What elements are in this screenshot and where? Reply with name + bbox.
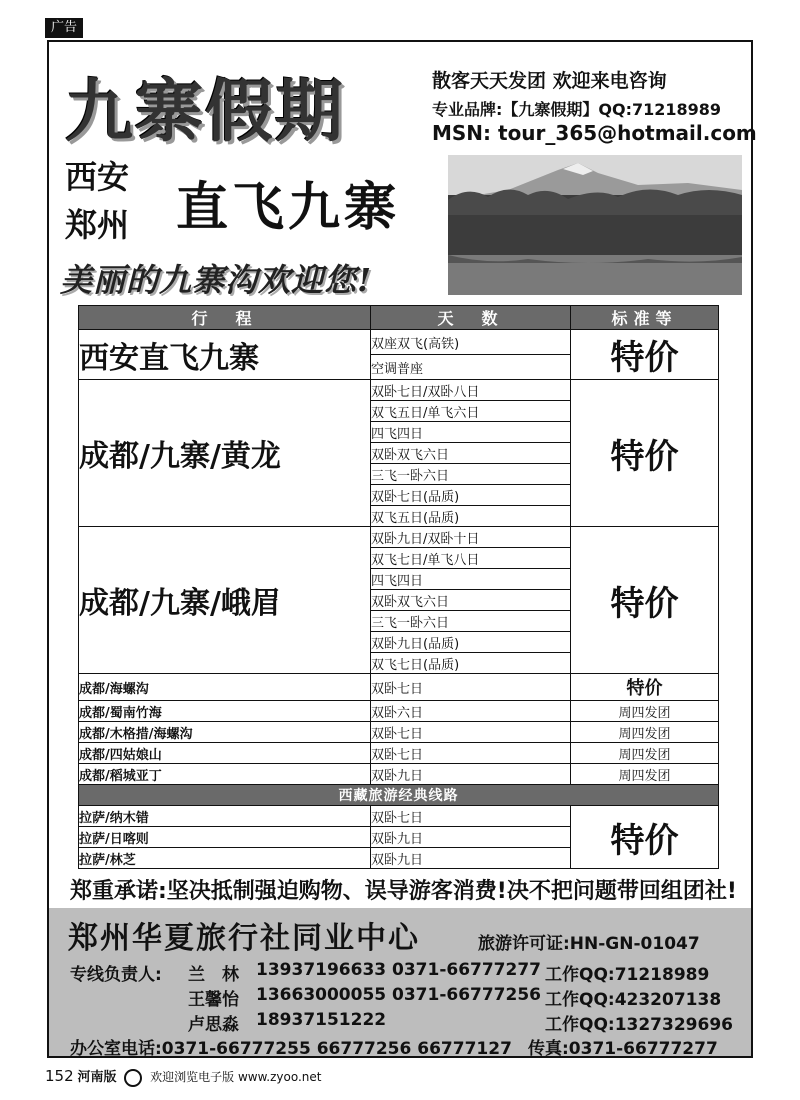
- price-special: 特价: [571, 674, 719, 701]
- price-special: 特价: [571, 380, 719, 527]
- price-special: 特价: [571, 527, 719, 674]
- edition-label: 河南版: [77, 1070, 117, 1085]
- route-name: 成都/九寨/峨眉: [79, 527, 371, 674]
- route-days: 双卧九日: [371, 764, 571, 785]
- col-days-header: 天 数: [371, 306, 571, 330]
- promise-statement: 郑重承诺:坚决抵制强迫购物、误导游客消费!决不把问题带回组团社!: [70, 879, 737, 904]
- price-special: 特价: [571, 330, 719, 380]
- route-name: 成都/稻城亚丁: [79, 764, 371, 785]
- departure-info: 周四发团: [571, 743, 719, 764]
- route-days: 三飞一卧六日: [371, 464, 571, 485]
- route-days: 双卧七日: [371, 743, 571, 764]
- routes-table: [78, 305, 719, 869]
- route-days: 双卧七日: [371, 674, 571, 701]
- route-days: 双飞七日(品质): [371, 653, 571, 674]
- route-name: 成都/木格措/海螺沟: [79, 722, 371, 743]
- table-row: [79, 380, 719, 401]
- magazine-logo-icon: [124, 1069, 142, 1087]
- table-row: [79, 674, 719, 701]
- page-footer: [45, 1066, 322, 1087]
- contact-mobile: 18937151222: [256, 1010, 387, 1030]
- msn-contact: MSN: tour_365@hotmail.com: [432, 121, 757, 145]
- route-name: 成都/九寨/黄龙: [79, 380, 371, 527]
- contact-phone: 0371-66777277: [392, 960, 541, 980]
- route-days: 双座双飞(高铁): [371, 330, 571, 355]
- route-name: 西安直飞九寨: [79, 330, 371, 380]
- route-name: 拉萨/日喀则: [79, 827, 371, 848]
- table-row: [79, 701, 719, 722]
- departure-info: 周四发团: [571, 701, 719, 722]
- brand-qq: 专业品牌:【九寨假期】QQ:71218989: [432, 100, 722, 119]
- agency-name: 郑州华夏旅行社同业中心: [68, 921, 420, 956]
- city-xian: 西安: [65, 158, 130, 196]
- route-days: 双卧七日: [371, 722, 571, 743]
- departure-info: 周四发团: [571, 764, 719, 785]
- brand-title: 九寨假期: [65, 72, 346, 152]
- contact-mobile: 13937196633: [256, 960, 387, 980]
- route-days: 双卧九日: [371, 848, 571, 869]
- table-row: [79, 527, 719, 548]
- route-days: 双飞七日/单飞八日: [371, 548, 571, 569]
- table-row: [79, 764, 719, 785]
- table-header-row: [79, 306, 719, 330]
- route-days: 双卧九日: [371, 827, 571, 848]
- contact-qq: 工作QQ:423207138: [545, 990, 722, 1010]
- route-days: 双卧九日/双卧十日: [371, 527, 571, 548]
- col-route-header: 行 程: [79, 306, 371, 330]
- city-zhengzhou: 郑州: [65, 206, 130, 244]
- tibet-section-row: [79, 785, 719, 806]
- contact-qq: 工作QQ:71218989: [545, 965, 710, 985]
- footer-website: 欢迎浏览电子版 www.zyoo.net: [150, 1070, 322, 1084]
- ad-tag: 广告: [45, 18, 83, 38]
- route-days: 双卧六日: [371, 701, 571, 722]
- contact-phone: 0371-66777256: [392, 985, 541, 1005]
- route-name: 成都/蜀南竹海: [79, 701, 371, 722]
- table-row: [79, 330, 719, 355]
- welcome-slogan: 美丽的九寨沟欢迎您!: [60, 261, 373, 299]
- price-special: 特价: [571, 806, 719, 869]
- office-phone: 办公室电话:0371-66777255 66777256 66777127: [70, 1039, 512, 1059]
- route-days: 双卧双飞六日: [371, 443, 571, 464]
- departure-info: 周四发团: [571, 722, 719, 743]
- headline: 直飞九寨: [176, 178, 401, 238]
- page-number: 152: [45, 1067, 74, 1085]
- route-name: 拉萨/纳木错: [79, 806, 371, 827]
- route-name: 成都/四姑娘山: [79, 743, 371, 764]
- contact-qq: 工作QQ:1327329696: [545, 1015, 733, 1035]
- route-days: 四飞四日: [371, 569, 571, 590]
- route-days: 双飞五日(品质): [371, 506, 571, 527]
- route-days: 双飞五日/单飞六日: [371, 401, 571, 422]
- route-name: 成都/海螺沟: [79, 674, 371, 701]
- route-days: 三飞一卧六日: [371, 611, 571, 632]
- col-price-header: 标准等: [571, 306, 719, 330]
- route-name: 拉萨/林芝: [79, 848, 371, 869]
- table-row: [79, 743, 719, 764]
- license-number: 旅游许可证:HN-GN-01047: [478, 934, 700, 954]
- contact-name: 卢思淼: [188, 1015, 239, 1035]
- route-days: 双卧九日(品质): [371, 632, 571, 653]
- route-days: 双卧七日/双卧八日: [371, 380, 571, 401]
- contact-name: 王馨怡: [188, 990, 239, 1010]
- contact-name: 兰 林: [188, 965, 239, 985]
- jiuzhai-photo: [448, 155, 742, 295]
- tibet-section-header: 西藏旅游经典线路: [79, 785, 719, 806]
- contact-mobile: 13663000055: [256, 985, 387, 1005]
- table-row: [79, 722, 719, 743]
- route-days: 四飞四日: [371, 422, 571, 443]
- route-days: 空调普座: [371, 355, 571, 380]
- route-days: 双卧七日: [371, 806, 571, 827]
- slogan: 散客天天发团 欢迎来电咨询: [432, 70, 667, 92]
- route-days: 双卧双飞六日: [371, 590, 571, 611]
- lead-label: 专线负责人:: [70, 965, 162, 985]
- fax-number: 传真:0371-66777277: [528, 1039, 718, 1059]
- route-days: 双卧七日(品质): [371, 485, 571, 506]
- table-row: [79, 806, 719, 827]
